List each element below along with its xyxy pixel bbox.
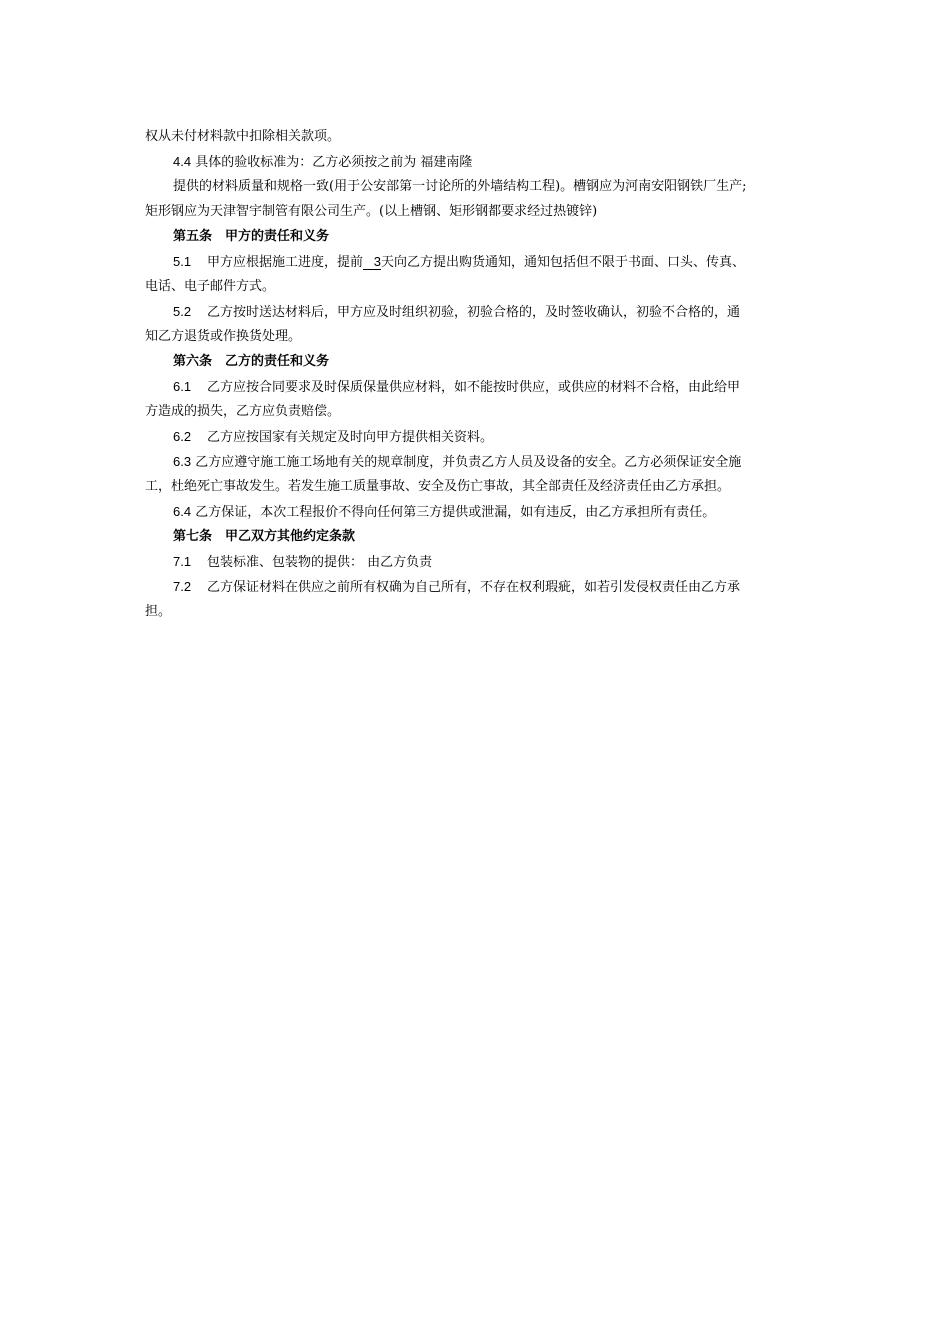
paragraph-line: [145, 274, 815, 299]
clause-text: 具体的验收标准为：乙方必须按之前为 福建南隆: [195, 155, 473, 170]
heading-text: 第七条 甲乙双方其他约定条款: [173, 529, 356, 544]
clause-6-1: [145, 374, 815, 399]
clause-text: 乙方应按国家有关规定及时向甲方提供相关资料。: [207, 430, 494, 445]
clause-number: 6.3: [173, 454, 192, 469]
text: 矩形钢应为天津智宇制管有限公司生产。(以上槽钢、矩形钢都要求经过热镀锌): [145, 204, 598, 219]
section-heading-6: [145, 349, 815, 374]
fill-in-blank: 3: [363, 255, 381, 270]
text: 担。: [145, 604, 172, 619]
text: 提供的材料质量和规格一致(用于公安部第一讨论所的外墙结构工程)。槽钢应为河南安阳钢铁厂生产;: [173, 179, 747, 194]
text: 工，杜绝死亡事故发生。若发生施工质量事故、安全及伤亡事故，其全部责任及经济责任由乙方承担。: [145, 479, 731, 494]
clause-number: 6.2: [173, 429, 192, 444]
clause-6-3: [145, 449, 815, 474]
clause-number: 4.4: [173, 154, 192, 169]
section-heading-7: [145, 524, 815, 549]
clause-number: 6.1: [173, 379, 192, 394]
document-page: [145, 124, 815, 624]
clause-7-2: [145, 574, 815, 599]
clause-number: 5.2: [173, 304, 192, 319]
heading-text: 第六条 乙方的责任和义务: [173, 354, 330, 369]
paragraph-line: [145, 474, 815, 499]
clause-text: 天向乙方提出购货通知，通知包括但不限于书面、口头、传真、: [381, 255, 746, 270]
clause-number: 5.1: [173, 254, 192, 269]
clause-4-4: [145, 149, 815, 174]
clause-5-2: [145, 299, 815, 324]
clause-5-1: [145, 249, 815, 274]
clause-text: 乙方应遵守施工施工场地有关的规章制度，并负责乙方人员及设备的安全。乙方必须保证安全施: [195, 455, 742, 470]
clause-number: 7.2: [173, 579, 192, 594]
paragraph-line: [145, 124, 815, 149]
clause-text: 甲方应根据施工进度，提前: [207, 255, 364, 270]
clause-6-2: [145, 424, 815, 449]
clause-number: 7.1: [173, 554, 192, 569]
paragraph-line: [145, 399, 815, 424]
clause-text: 乙方按时送达材料后，甲方应及时组织初验，初验合格的，及时签收确认，初验不合格的，通: [207, 305, 741, 320]
clause-7-1: [145, 549, 815, 574]
paragraph-line: [145, 599, 815, 624]
clause-number: 6.4: [173, 504, 192, 519]
clause-text: 乙方保证材料在供应之前所有权确为自己所有，不存在权利瑕疵，如若引发侵权责任由乙方承: [207, 580, 741, 595]
clause-text: 包装标准、包装物的提供： 由乙方负责: [207, 555, 433, 570]
text: 方造成的损失，乙方应负责赔偿。: [145, 404, 341, 419]
heading-text: 第五条 甲方的责任和义务: [173, 229, 330, 244]
section-heading-5: [145, 224, 815, 249]
paragraph-line: [145, 174, 815, 199]
paragraph-line: [145, 199, 815, 224]
text: 电话、电子邮件方式。: [145, 279, 276, 294]
text: 知乙方退货或作换货处理。: [145, 329, 302, 344]
clause-6-4: [145, 499, 815, 524]
text: 权从未付材料款中扣除相关款项。: [145, 129, 341, 144]
clause-text: 乙方保证，本次工程报价不得向任何第三方提供或泄漏，如有违反，由乙方承担所有责任。: [195, 505, 716, 520]
clause-text: 乙方应按合同要求及时保质保量供应材料，如不能按时供应，或供应的材料不合格，由此给甲: [207, 380, 741, 395]
paragraph-line: [145, 324, 815, 349]
